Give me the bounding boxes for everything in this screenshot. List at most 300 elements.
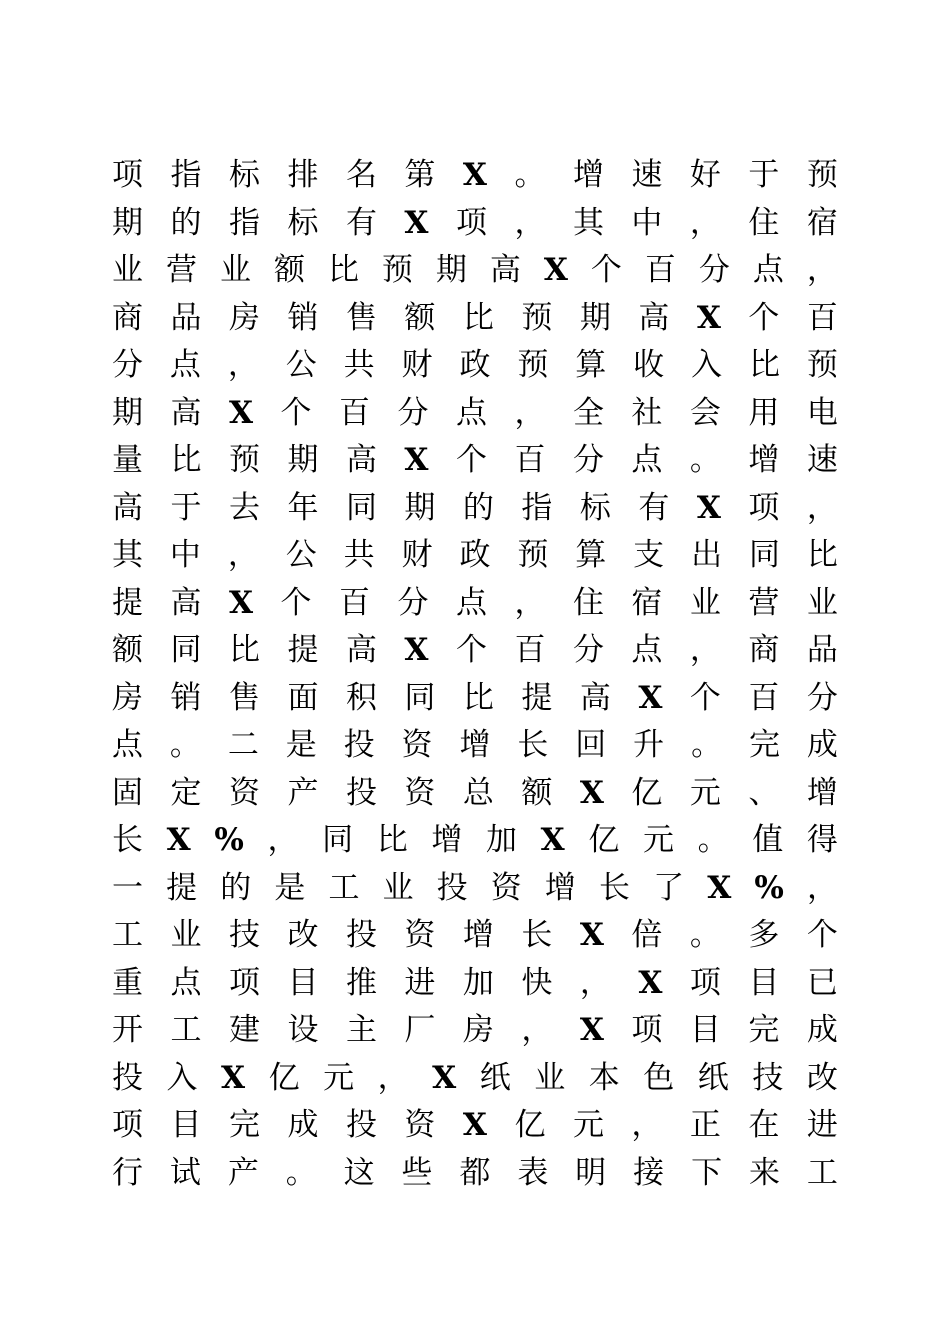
document-glyph: 定	[170, 774, 202, 811]
document-glyph: 资	[228, 774, 260, 811]
document-glyph: 品	[806, 632, 838, 668]
document-glyph: ，	[521, 1012, 553, 1048]
document-glyph: 资	[404, 917, 436, 953]
document-glyph: 点	[169, 347, 201, 383]
document-glyph: 亿	[268, 1059, 300, 1096]
document-glyph: 、	[748, 774, 780, 811]
document-glyph: 一	[112, 869, 143, 906]
document-glyph: 排	[287, 157, 319, 193]
document-line	[112, 200, 838, 248]
document-glyph: 期	[112, 394, 143, 431]
document-glyph: 是	[285, 727, 317, 763]
document-glyph: 总	[462, 774, 494, 811]
document-glyph: 出	[691, 537, 723, 573]
document-glyph: 速	[631, 157, 663, 193]
document-glyph: X	[540, 822, 565, 858]
document-glyph: 百	[339, 394, 370, 431]
document-glyph: 是	[274, 869, 306, 906]
document-line	[112, 912, 838, 960]
document-glyph: 标	[228, 157, 260, 193]
document-glyph: 。	[689, 442, 721, 478]
document-glyph: ，	[514, 394, 546, 431]
document-glyph: 比	[806, 537, 838, 573]
document-glyph: 房	[462, 1012, 494, 1048]
document-glyph: 百	[644, 252, 676, 288]
document-glyph: 增	[462, 917, 494, 953]
document-glyph: 正	[689, 1107, 721, 1143]
document-glyph: 元	[643, 822, 674, 858]
document-glyph: 分	[397, 394, 429, 431]
document-glyph: 个	[748, 299, 780, 336]
document-glyph: 名	[345, 157, 377, 193]
document-glyph: 会	[689, 394, 721, 431]
document-glyph: 元	[323, 1059, 355, 1096]
document-glyph: 完	[748, 1012, 780, 1048]
document-glyph: 额	[404, 299, 436, 336]
document-glyph: 期	[112, 204, 143, 241]
document-glyph: 增	[748, 442, 780, 478]
document-glyph: 积	[345, 679, 377, 716]
document-glyph: 业	[219, 252, 251, 288]
document-glyph: 产	[287, 774, 319, 811]
document-glyph: 。	[285, 1154, 317, 1191]
document-glyph: 资	[490, 869, 522, 906]
document-glyph: 高	[112, 489, 143, 526]
document-glyph: 共	[343, 347, 375, 383]
document-glyph: 售	[228, 679, 260, 716]
document-glyph: 提	[166, 869, 198, 906]
document-glyph: 亿	[588, 822, 620, 858]
document-glyph: 点	[752, 252, 784, 288]
document-glyph: 升	[633, 727, 665, 763]
document-glyph: 业	[689, 584, 721, 621]
document-glyph: 量	[112, 442, 143, 478]
document-glyph: 预	[381, 252, 413, 288]
document-glyph: 高	[638, 299, 670, 336]
document-glyph: 预	[517, 347, 549, 383]
document-glyph: 个	[590, 252, 622, 288]
document-glyph: 同	[748, 537, 780, 573]
document-glyph: 第	[404, 157, 436, 193]
document-glyph: 个	[806, 917, 838, 953]
document-glyph: 建	[228, 1012, 260, 1048]
document-glyph: 百	[806, 299, 838, 336]
document-glyph: 高	[170, 394, 202, 431]
document-glyph: 算	[575, 537, 607, 573]
document-glyph: 工	[806, 1154, 838, 1191]
document-glyph: X	[579, 1012, 604, 1048]
document-glyph: 多	[748, 917, 780, 953]
document-glyph: 预	[806, 157, 838, 193]
document-glyph: 纸	[697, 1059, 729, 1096]
document-glyph: 点	[455, 584, 487, 621]
document-glyph: 这	[343, 1154, 375, 1191]
document-glyph: 其	[112, 537, 143, 573]
document-glyph: 本	[588, 1059, 620, 1096]
document-glyph: 品	[170, 299, 202, 336]
document-glyph: 全	[572, 394, 604, 431]
document-glyph: 百	[748, 679, 780, 716]
document-glyph: 个	[280, 394, 312, 431]
document-glyph: 年	[287, 489, 319, 526]
document-glyph: 增	[572, 157, 604, 193]
document-line	[112, 960, 838, 1008]
document-glyph: 于	[748, 157, 780, 193]
document-glyph: 成	[806, 1012, 838, 1048]
document-line	[112, 1150, 838, 1198]
document-glyph: 指	[228, 204, 260, 241]
document-glyph: 项	[689, 964, 721, 1001]
document-glyph: 进	[404, 964, 436, 1001]
document-line	[112, 1007, 838, 1055]
document-glyph: 面	[287, 679, 319, 716]
document-glyph: 投	[343, 727, 375, 763]
document-glyph: 政	[459, 347, 491, 383]
document-glyph: 快	[521, 964, 553, 1001]
document-glyph: X	[221, 1059, 246, 1096]
document-line	[112, 770, 838, 818]
document-glyph: 。	[697, 822, 729, 858]
document-glyph: 项	[112, 157, 143, 193]
document-glyph: 投	[345, 917, 377, 953]
document-glyph: 宿	[806, 204, 838, 241]
document-glyph: 有	[638, 489, 670, 526]
document-glyph: 点	[170, 964, 202, 1001]
document-glyph: 支	[633, 537, 665, 573]
document-glyph: 额	[273, 252, 305, 288]
document-glyph: 点	[631, 632, 663, 668]
document-glyph: 百	[514, 632, 546, 668]
document-glyph: X	[543, 252, 568, 288]
document-glyph: 销	[287, 299, 319, 336]
document-glyph: 收	[633, 347, 665, 383]
document-glyph: 来	[748, 1154, 780, 1191]
document-glyph: 中	[631, 204, 663, 241]
document-glyph: 预	[228, 442, 260, 478]
document-glyph: 比	[748, 347, 780, 383]
document-glyph: 业	[534, 1059, 566, 1096]
document-glyph: 。	[514, 157, 546, 193]
document-glyph: 改	[806, 1059, 838, 1096]
document-glyph: 比	[228, 632, 260, 668]
document-glyph: ，	[227, 537, 259, 573]
document-glyph: 回	[575, 727, 607, 763]
document-glyph: 高	[489, 252, 521, 288]
document-glyph: ，	[377, 1059, 409, 1096]
document-glyph: ，	[267, 822, 299, 858]
document-glyph: 了	[653, 869, 685, 906]
document-line	[112, 532, 838, 580]
document-glyph: 分	[572, 632, 604, 668]
document-glyph: 目	[689, 1012, 721, 1048]
document-line	[112, 865, 838, 913]
document-glyph: 资	[404, 774, 436, 811]
document-glyph: 住	[748, 204, 780, 241]
document-glyph: 财	[401, 537, 433, 573]
document-glyph: 亿	[514, 1107, 546, 1143]
document-glyph: X	[228, 584, 254, 621]
document-glyph: X	[462, 1107, 487, 1143]
document-glyph: 去	[228, 489, 260, 526]
document-glyph: ，	[227, 347, 259, 383]
document-glyph: 业	[112, 252, 143, 288]
document-glyph: 厂	[404, 1012, 436, 1048]
document-glyph: ，	[631, 1107, 663, 1143]
document-glyph: 预	[521, 299, 553, 336]
document-glyph: 个	[455, 442, 487, 478]
document-glyph: ，	[689, 632, 721, 668]
document-glyph: 的	[170, 204, 202, 241]
document-glyph: 加	[462, 964, 494, 1001]
document-glyph: 试	[169, 1154, 201, 1191]
document-glyph: 完	[748, 727, 780, 763]
document-glyph: 提	[287, 632, 319, 668]
document-glyph: 百	[514, 442, 546, 478]
document-line	[112, 152, 838, 200]
document-glyph: 分	[806, 679, 838, 716]
document-glyph: 投	[112, 1059, 143, 1096]
document-glyph: 百	[339, 584, 370, 621]
document-glyph: 业	[170, 917, 202, 953]
document-glyph: 公	[285, 347, 317, 383]
document-glyph: 。	[691, 727, 723, 763]
document-glyph: 项	[455, 204, 487, 241]
document-glyph: ，	[806, 869, 838, 906]
document-glyph: 电	[806, 394, 838, 431]
document-glyph: 业	[382, 869, 414, 906]
document-glyph: 增	[459, 727, 491, 763]
document-glyph: 技	[228, 917, 260, 953]
document-glyph: 个	[689, 679, 721, 716]
document-glyph: 指	[521, 489, 553, 526]
document-glyph: 元	[572, 1107, 604, 1143]
document-line	[112, 817, 838, 865]
document-glyph: 长	[517, 727, 549, 763]
document-glyph: 提	[521, 679, 553, 716]
document-glyph: 标	[287, 204, 319, 241]
document-glyph: 政	[459, 537, 491, 573]
document-glyph: 固	[112, 774, 143, 811]
document-glyph: 。	[689, 917, 721, 953]
document-glyph: 同	[322, 822, 354, 858]
document-line	[112, 580, 838, 628]
document-glyph: 表	[517, 1154, 549, 1191]
document-glyph: 资	[404, 1107, 436, 1143]
document-glyph: %	[754, 869, 784, 906]
document-line	[112, 342, 838, 390]
document-glyph: 营	[748, 584, 780, 621]
document-glyph: 明	[575, 1154, 607, 1191]
document-glyph: 额	[112, 632, 143, 668]
document-glyph: 二	[227, 727, 259, 763]
document-glyph: 。	[169, 727, 201, 763]
document-glyph: 商	[748, 632, 780, 668]
document-glyph: 提	[112, 584, 143, 621]
document-glyph: 的	[220, 869, 252, 906]
document-line	[112, 485, 838, 533]
document-glyph: X	[638, 964, 663, 1001]
document-line	[112, 1102, 838, 1150]
document-glyph: 投	[345, 1107, 377, 1143]
document-glyph: 同	[345, 489, 377, 526]
document-glyph: 设	[287, 1012, 319, 1048]
document-glyph: X	[579, 917, 604, 953]
document-glyph: ，	[579, 964, 611, 1001]
document-glyph: 得	[806, 822, 838, 858]
document-glyph: 投	[345, 774, 377, 811]
document-glyph: 值	[752, 822, 784, 858]
document-glyph: 比	[462, 299, 494, 336]
document-glyph: 投	[436, 869, 468, 906]
document-line	[112, 390, 838, 438]
document-glyph: 分	[112, 347, 143, 383]
document-glyph: 个	[455, 632, 487, 668]
document-glyph: 分	[397, 584, 429, 621]
document-glyph: 高	[170, 584, 202, 621]
document-glyph: 在	[748, 1107, 780, 1143]
document-glyph: X	[462, 157, 487, 193]
document-line	[112, 437, 838, 485]
document-glyph: 增	[431, 822, 463, 858]
document-line	[112, 247, 838, 295]
document-glyph: X	[404, 442, 429, 478]
document-glyph: 产	[227, 1154, 259, 1191]
document-glyph: 额	[521, 774, 553, 811]
document-glyph: ，	[514, 204, 546, 241]
document-line	[112, 627, 838, 675]
document-glyph: 高	[579, 679, 611, 716]
document-glyph: 进	[806, 1107, 838, 1143]
document-glyph: X	[638, 679, 663, 716]
document-glyph: 目	[170, 1107, 202, 1143]
document-glyph: 下	[691, 1154, 723, 1191]
document-glyph: 长	[521, 917, 553, 953]
document-glyph: 业	[806, 584, 838, 621]
document-glyph: 的	[462, 489, 494, 526]
document-glyph: 工	[328, 869, 360, 906]
document-glyph: 比	[170, 442, 202, 478]
document-glyph: X	[432, 1059, 457, 1096]
document-glyph: 色	[643, 1059, 675, 1096]
document-line	[112, 1055, 838, 1103]
document-glyph: 元	[689, 774, 721, 811]
document-glyph: ，	[806, 252, 838, 288]
document-glyph: 长	[112, 822, 143, 858]
document-glyph: 成	[287, 1107, 319, 1143]
document-glyph: 预	[806, 347, 838, 383]
document-glyph: 标	[579, 489, 611, 526]
document-glyph: 重	[112, 964, 143, 1001]
document-glyph: 期	[404, 489, 436, 526]
document-text-body	[112, 152, 838, 1197]
document-glyph: X	[166, 822, 191, 858]
document-glyph: 倍	[631, 917, 663, 953]
document-glyph: 增	[544, 869, 576, 906]
document-glyph: 长	[598, 869, 630, 906]
document-glyph: 工	[170, 1012, 202, 1048]
document-glyph: 改	[287, 917, 319, 953]
document-glyph: X	[696, 299, 721, 336]
document-glyph: 行	[112, 1154, 143, 1191]
document-glyph: 同	[404, 679, 436, 716]
document-glyph: 营	[165, 252, 197, 288]
document-glyph: 售	[345, 299, 377, 336]
document-glyph: 用	[748, 394, 780, 431]
document-glyph: 好	[689, 157, 721, 193]
document-glyph: 共	[343, 537, 375, 573]
document-glyph: 纸	[479, 1059, 511, 1096]
document-glyph: 项	[631, 1012, 663, 1048]
document-glyph: 房	[228, 299, 260, 336]
document-glyph: 预	[517, 537, 549, 573]
document-glyph: X	[404, 204, 429, 241]
document-glyph: 宿	[631, 584, 663, 621]
document-glyph: 算	[575, 347, 607, 383]
document-glyph: 加	[486, 822, 518, 858]
document-glyph: 有	[345, 204, 377, 241]
document-glyph: 分	[572, 442, 604, 478]
document-glyph: 开	[112, 1012, 143, 1048]
document-glyph: X	[696, 489, 721, 526]
document-glyph: 项	[748, 489, 780, 526]
document-glyph: 期	[579, 299, 611, 336]
document-glyph: 完	[228, 1107, 260, 1143]
document-line	[112, 295, 838, 343]
document-glyph: 期	[287, 442, 319, 478]
document-glyph: 增	[806, 774, 838, 811]
document-line	[112, 675, 838, 723]
document-glyph: 于	[170, 489, 202, 526]
document-glyph: 指	[170, 157, 202, 193]
document-glyph: X	[404, 632, 429, 668]
document-glyph: 期	[435, 252, 467, 288]
document-glyph: 点	[631, 442, 663, 478]
document-glyph: 入	[166, 1059, 198, 1096]
document-glyph: 社	[631, 394, 663, 431]
document-glyph: 点	[455, 394, 487, 431]
document-glyph: %	[214, 822, 244, 858]
document-glyph: 个	[280, 584, 312, 621]
document-glyph: 同	[170, 632, 202, 668]
document-glyph: 高	[345, 442, 377, 478]
document-glyph: 点	[112, 727, 143, 763]
document-glyph: 目	[748, 964, 780, 1001]
document-glyph: ，	[689, 204, 721, 241]
document-glyph: 比	[327, 252, 359, 288]
document-glyph: 比	[462, 679, 494, 716]
document-glyph: 项	[228, 964, 260, 1001]
document-glyph: 工	[112, 917, 143, 953]
document-glyph: 都	[459, 1154, 491, 1191]
document-glyph: 分	[698, 252, 730, 288]
document-glyph: ，	[806, 489, 838, 526]
document-glyph: 已	[806, 964, 838, 1001]
document-glyph: 速	[806, 442, 838, 478]
document-line	[112, 722, 838, 770]
document-glyph: 销	[170, 679, 202, 716]
document-glyph: 财	[401, 347, 433, 383]
document-glyph: 技	[752, 1059, 784, 1096]
document-glyph: 住	[572, 584, 604, 621]
document-glyph: 资	[401, 727, 433, 763]
document-glyph: 其	[572, 204, 604, 241]
document-glyph: 商	[112, 299, 143, 336]
document-glyph: 些	[401, 1154, 433, 1191]
document-glyph: 成	[806, 727, 838, 763]
document-glyph: 接	[633, 1154, 665, 1191]
document-glyph: 主	[345, 1012, 377, 1048]
document-glyph: 亿	[631, 774, 663, 811]
